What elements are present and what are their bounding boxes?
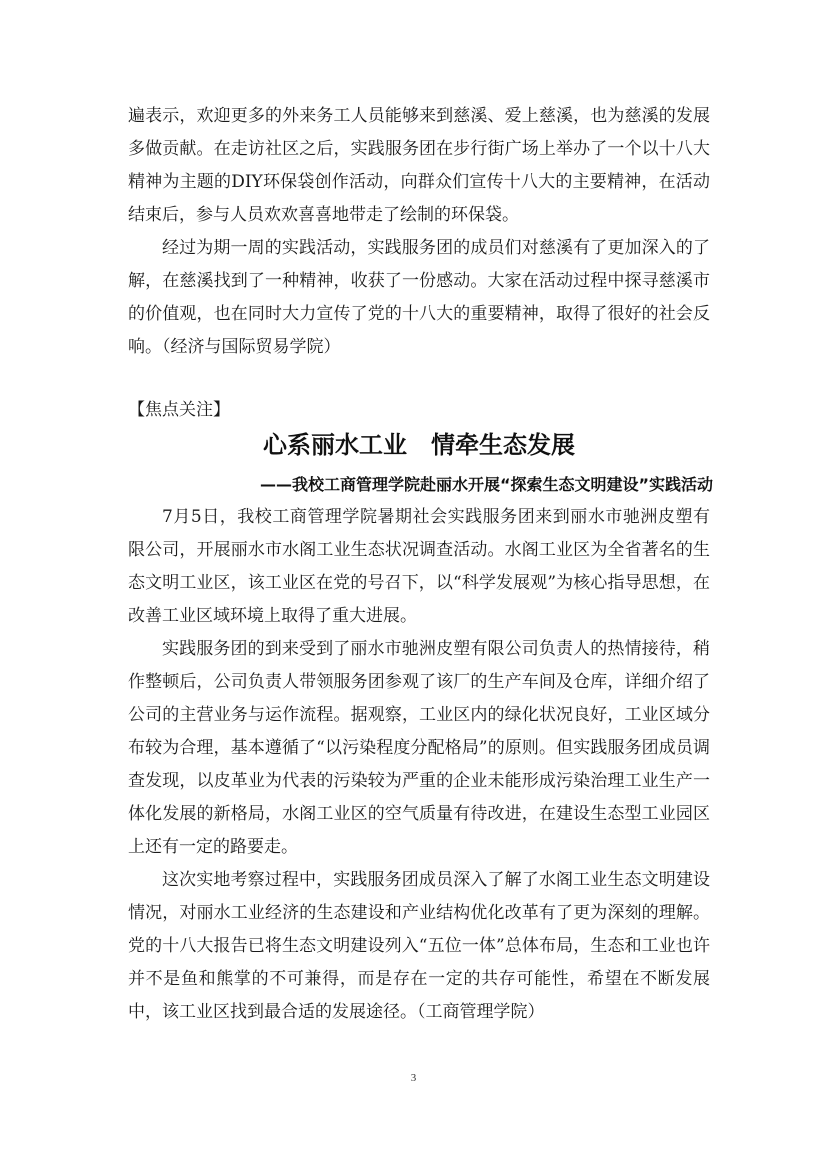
- body-paragraph: 实践服务团的到来受到了丽水市驰洲皮塑有限公司负责人的热情接待，稍作整顿后，公司负责人带领服务团参观了该厂的生产车间及仓库，详细介绍了公司的主营业务与运作流程。据观察，工业区内的绿化状况良好，工业区域分布较为合理，基本遵循了“以污染程度分配格局”的原则。但实践服务团成员调查发现，以皮革业为代表的污染较为严重的企业未能形成污染治理工业生产一体化发展的新格局，水阁工业区的空气质量有待改进，在建设生态型工业园区上还有一定的路要走。: [128, 639, 710, 857]
- article-title: 心系丽水工业 情牵生态发展: [263, 431, 575, 459]
- body-paragraph: 7月5日，我校工商管理学院暑期社会实践服务团来到丽水市驰洲皮塑有限公司，开展丽水市水阁工业生态状况调查活动。水阁工业区为全省著名的生态文明工业区，该工业区在党的号召下，以“科学发展观”为核心指导思想，在改善工业区域环境上取得了重大进展。: [128, 507, 710, 626]
- article-subtitle: ——我校工商管理学院赴丽水开展“探索生态文明建设”实践活动: [259, 475, 713, 494]
- section-tag: 【焦点关注】: [128, 400, 230, 420]
- body-paragraph: 经过为期一周的实践活动，实践服务团的成员们对慈溪有了更加深入的了解，在慈溪找到了一种精神，收获了一份感动。大家在活动过程中探寻慈溪市的价值观，也在同时大力宣传了党的十八大的重要精神，取得了很好的社会反响。（经济与国际贸易学院）: [128, 238, 710, 357]
- article-body: [128, 501, 710, 1029]
- page-number: 3: [410, 1072, 417, 1084]
- body-paragraph: 这次实地考察过程中，实践服务团成员深入了解了水阁工业生态文明建设情况，对丽水工业经济的生态建设和产业结构优化改革有了更为深刻的理解。党的十八大报告已将生态文明建设列入“五位一体”总体布局，生态和工业也许并不是鱼和熊掌的不可兼得，而是存在一定的共存可能性，希望在不断发展中，该工业区找到最合适的发展途径。（工商管理学院）: [128, 870, 710, 1022]
- body-paragraph: 遍表示，欢迎更多的外来务工人员能够来到慈溪、爱上慈溪，也为慈溪的发展多做贡献。在走访社区之后，实践服务团在步行街广场上举办了一个以十八大精神为主题的DIY环保袋创作活动，向群众们宣传十八大的主要精神，在活动结束后，参与人员欢欢喜喜地带走了绘制的环保袋。: [128, 106, 710, 225]
- previous-article-continuation: [128, 100, 710, 364]
